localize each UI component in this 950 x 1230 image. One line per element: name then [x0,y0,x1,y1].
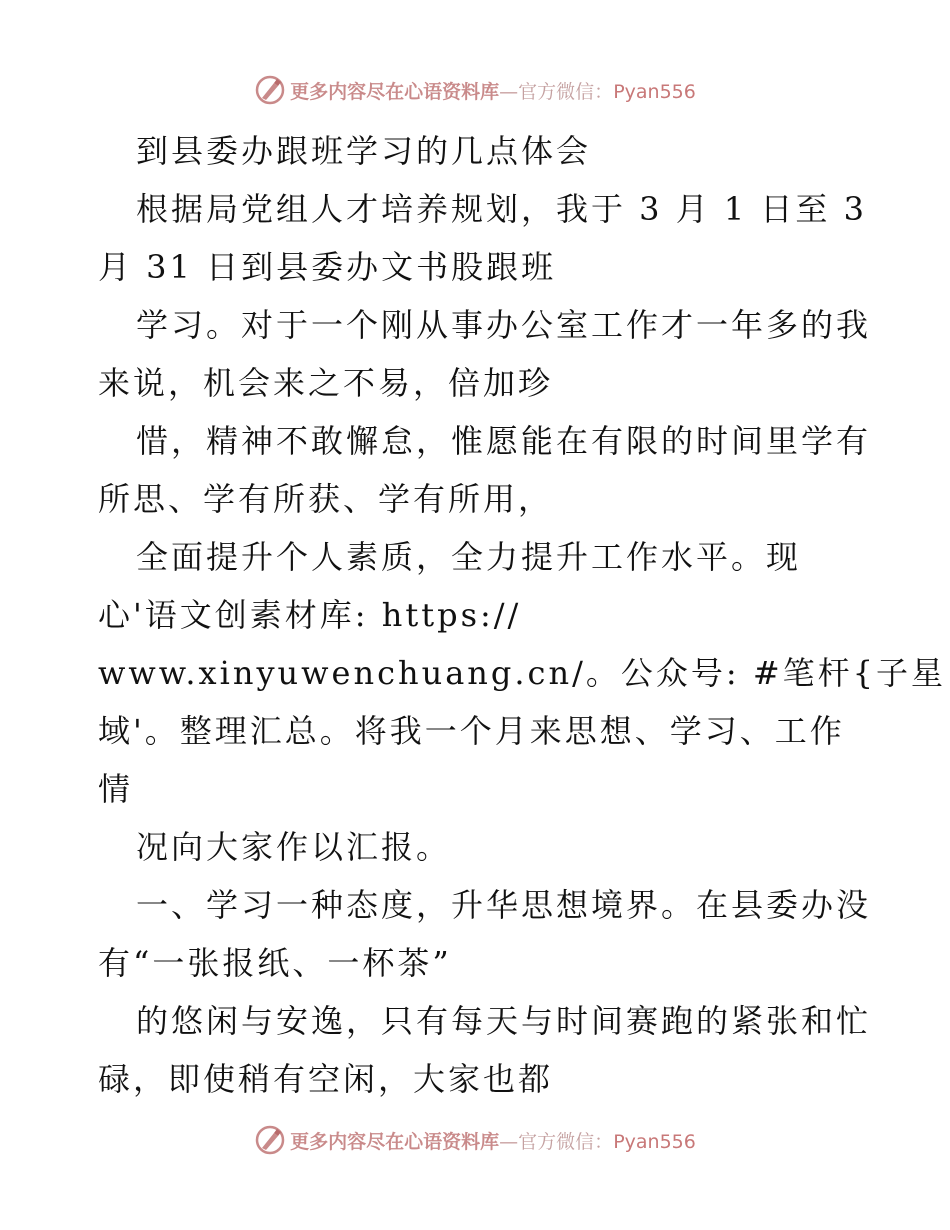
text-line: 有“一张报纸、一杯茶” [98,944,452,982]
text-line: 来说，机会来之不易，倍加珍 [98,364,554,402]
text-line: 月 31 日到县委办文书股跟班 [98,248,557,286]
document-body [98,122,946,1108]
text-line: 惜，精神不敢懈怠，惟愿能在有限的时间里学有 [136,422,872,460]
pen-logo-icon [254,1124,286,1156]
text-line: 根据局党组人才培养规划，我于 3 月 1 日至 3 [136,190,867,228]
text-line: 全面提升个人素质，全力提升工作水平。现 [136,538,802,576]
text-line: www.xinyuwenchuang.cn/。公众号: #笔杆{子星 [98,654,946,692]
banner-text [290,77,696,104]
banner-wechat-id: Pyan556 [613,80,696,103]
text-line: 情 [98,770,134,808]
text-line: 心'语文创素材库: https:// [98,596,522,634]
banner-brand: 更多内容尽在心语资料库 [290,1130,500,1153]
banner-separator: — [499,80,519,103]
banner-wechat-id: Pyan556 [613,1130,696,1153]
banner-brand: 更多内容尽在心语资料库 [290,80,500,103]
banner-wechat-label: 官方微信： [518,1130,614,1153]
footer-watermark-banner [0,1120,950,1160]
text-line: 碌，即使稍有空闲，大家也都 [98,1060,554,1098]
text-line: 一、学习一种态度，升华思想境界。在县委办没 [136,886,872,924]
text-line: 况向大家作以汇报。 [136,828,452,866]
text-line: 域'。整理汇总。将我一个月来思想、学习、工作 [98,712,845,750]
header-watermark-banner [0,70,950,110]
document-title: 到县委办跟班学习的几点体会 [136,132,592,170]
banner-text [290,1127,696,1154]
banner-wechat-label: 官方微信： [518,80,614,103]
text-line: 学习。对于一个刚从事办公室工作才一年多的我 [136,306,872,344]
text-line: 所思、学有所获、学有所用， [98,480,554,518]
text-line: 的悠闲与安逸，只有每天与时间赛跑的紧张和忙 [136,1002,872,1040]
banner-separator: — [499,1130,519,1153]
pen-logo-icon [254,74,286,106]
